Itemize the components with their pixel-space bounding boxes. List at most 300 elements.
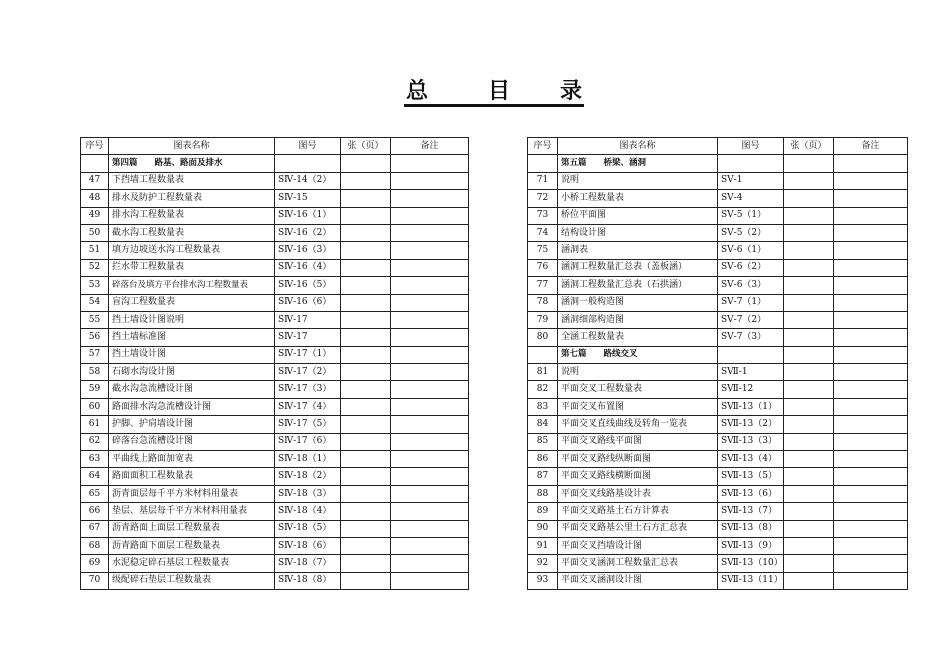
- row-code: SⅣ-18（3）: [275, 485, 341, 502]
- table-row: [81, 259, 469, 276]
- row-note: [391, 190, 469, 207]
- row-pages: [784, 398, 834, 415]
- row-number: 55: [81, 311, 109, 328]
- row-code: SⅦ-13（3）: [718, 433, 784, 450]
- row-number: 57: [81, 346, 109, 363]
- row-number: 67: [81, 520, 109, 537]
- table-row: [528, 172, 908, 189]
- row-code: SⅦ-13（10）: [718, 555, 784, 572]
- row-name: 说明: [558, 172, 718, 189]
- row-name: 盲沟工程数量表: [109, 294, 275, 311]
- row-code: SⅣ-17: [275, 329, 341, 346]
- row-code: SⅤ-6（2）: [718, 259, 784, 276]
- table-row: [528, 451, 908, 468]
- row-pages: [784, 555, 834, 572]
- row-code: SⅦ-13（5）: [718, 468, 784, 485]
- table-row: [528, 416, 908, 433]
- table-row: [528, 555, 908, 572]
- row-pages: [784, 451, 834, 468]
- table-row: [81, 416, 469, 433]
- section-row: [528, 155, 908, 172]
- row-name: 全涵工程数量表: [558, 329, 718, 346]
- row-code: SⅤ-6（1）: [718, 242, 784, 259]
- row-number: 69: [81, 555, 109, 572]
- row-name: 沥青路面下面层工程数量表: [109, 537, 275, 554]
- row-name: 平面交叉路基土石方计算表: [558, 503, 718, 520]
- table-row: [528, 364, 908, 381]
- row-code: SⅣ-16（1）: [275, 207, 341, 224]
- table-row: [81, 242, 469, 259]
- section-title: 第七篇 路线交叉: [558, 346, 718, 363]
- row-name: 平面交叉挡墙设计图: [558, 537, 718, 554]
- row-note: [391, 346, 469, 363]
- row-name: 涵洞工程数量汇总表（石拱涵）: [558, 277, 718, 294]
- row-code: SⅦ-13（4）: [718, 451, 784, 468]
- row-pages: [341, 190, 391, 207]
- row-name: 填方边坡送水沟工程数量表: [109, 242, 275, 259]
- header-pages: 张（页）: [784, 138, 834, 155]
- row-pages: [341, 311, 391, 328]
- table-row: [81, 485, 469, 502]
- row-number: 72: [528, 190, 558, 207]
- header-note: 备注: [834, 138, 908, 155]
- row-pages: [341, 485, 391, 502]
- row-code: SⅣ-18（2）: [275, 468, 341, 485]
- row-number: 70: [81, 572, 109, 589]
- row-number: 58: [81, 364, 109, 381]
- row-note: [391, 294, 469, 311]
- row-code: SⅦ-13（2）: [718, 416, 784, 433]
- table-row: [81, 537, 469, 554]
- row-code: SⅣ-17（1）: [275, 346, 341, 363]
- row-pages: [341, 259, 391, 276]
- row-name: 平曲线上路面加宽表: [109, 451, 275, 468]
- row-code: [718, 155, 784, 172]
- section-seq-cell: [81, 155, 109, 172]
- page-title: [380, 74, 620, 108]
- row-name: 沥青路面上面层工程数量表: [109, 520, 275, 537]
- row-name: 拦水带工程数量表: [109, 259, 275, 276]
- table-row: [528, 381, 908, 398]
- row-note: [391, 277, 469, 294]
- row-code: SⅣ-17（2）: [275, 364, 341, 381]
- row-number: 89: [528, 503, 558, 520]
- row-note: [834, 277, 908, 294]
- section-row: [528, 346, 908, 363]
- table-row: [528, 468, 908, 485]
- row-code: SⅣ-16（6）: [275, 294, 341, 311]
- row-name: 护脚、护肩墙设计图: [109, 416, 275, 433]
- row-name: 平面交叉路线平面图: [558, 433, 718, 450]
- row-number: 54: [81, 294, 109, 311]
- row-name: 垫层、基层每千平方米材料用量表: [109, 503, 275, 520]
- row-number: 76: [528, 259, 558, 276]
- row-number: 81: [528, 364, 558, 381]
- row-number: 48: [81, 190, 109, 207]
- row-note: [834, 329, 908, 346]
- row-number: 68: [81, 537, 109, 554]
- row-number: 79: [528, 311, 558, 328]
- row-name: 路面面积工程数量表: [109, 468, 275, 485]
- row-name: 平面交叉线路基设计表: [558, 485, 718, 502]
- row-name: 截水沟工程数量表: [109, 224, 275, 241]
- row-note: [391, 537, 469, 554]
- row-pages: [784, 537, 834, 554]
- row-note: [391, 416, 469, 433]
- row-note: [834, 537, 908, 554]
- header-pages: 张（页）: [341, 138, 391, 155]
- row-pages: [341, 503, 391, 520]
- row-number: 83: [528, 398, 558, 415]
- row-name: 平面交叉布置图: [558, 398, 718, 415]
- row-number: 90: [528, 520, 558, 537]
- row-code: [718, 346, 784, 363]
- row-pages: [341, 207, 391, 224]
- table-row: [81, 311, 469, 328]
- table-row: [81, 572, 469, 589]
- row-code: SⅣ-16（5）: [275, 277, 341, 294]
- row-pages: [341, 172, 391, 189]
- table-row: [81, 329, 469, 346]
- row-name: 碎落台急流槽设计图: [109, 433, 275, 450]
- row-pages: [784, 433, 834, 450]
- row-note: [834, 346, 908, 363]
- row-code: SⅣ-17: [275, 311, 341, 328]
- row-note: [834, 190, 908, 207]
- row-number: 80: [528, 329, 558, 346]
- row-code: SⅣ-18（5）: [275, 520, 341, 537]
- row-pages: [784, 485, 834, 502]
- row-number: 61: [81, 416, 109, 433]
- row-code: SⅤ-5（1）: [718, 207, 784, 224]
- row-note: [834, 503, 908, 520]
- row-number: 47: [81, 172, 109, 189]
- row-name: 桥位平面图: [558, 207, 718, 224]
- row-code: SⅤ-7（3）: [718, 329, 784, 346]
- row-code: SⅣ-16（3）: [275, 242, 341, 259]
- row-pages: [341, 242, 391, 259]
- row-name: 挡土墙设计图: [109, 346, 275, 363]
- row-name: 小桥工程数量表: [558, 190, 718, 207]
- row-name: 平面交叉路线纵断面图: [558, 451, 718, 468]
- row-pages: [341, 277, 391, 294]
- row-name: 平面交叉涵洞设计图: [558, 572, 718, 589]
- table-row: [528, 485, 908, 502]
- row-code: SⅦ-13（9）: [718, 537, 784, 554]
- row-name: 挡土墙标准图: [109, 329, 275, 346]
- row-number: 52: [81, 259, 109, 276]
- row-code: SⅤ-7（2）: [718, 311, 784, 328]
- section-title: 第五篇 桥梁、涵洞: [558, 155, 718, 172]
- row-pages: [341, 416, 391, 433]
- section-seq-cell: [528, 346, 558, 363]
- row-note: [391, 311, 469, 328]
- row-note: [834, 364, 908, 381]
- row-pages: [784, 277, 834, 294]
- row-name: 挡土墙设计图说明: [109, 311, 275, 328]
- row-pages: [784, 155, 834, 172]
- row-code: SⅦ-13（7）: [718, 503, 784, 520]
- row-code: SⅦ-13（6）: [718, 485, 784, 502]
- row-pages: [341, 224, 391, 241]
- row-code: SⅣ-18（7）: [275, 555, 341, 572]
- title-char-2: 目: [488, 79, 511, 104]
- table-row: [81, 346, 469, 363]
- row-code: SⅤ-7（1）: [718, 294, 784, 311]
- table-row: [81, 364, 469, 381]
- table-row: [528, 277, 908, 294]
- row-name: 石砌水沟设计图: [109, 364, 275, 381]
- table-row: [81, 451, 469, 468]
- row-pages: [341, 398, 391, 415]
- row-name: 碎落台及填方平台排水沟工程数量表: [109, 277, 275, 294]
- row-pages: [341, 364, 391, 381]
- row-note: [391, 485, 469, 502]
- row-code: SⅣ-16（4）: [275, 259, 341, 276]
- row-name: 说明: [558, 364, 718, 381]
- header-seq: 序号: [528, 138, 558, 155]
- row-note: [834, 224, 908, 241]
- table-row: [528, 242, 908, 259]
- row-name: 平面交叉直线曲线及转角一览表: [558, 416, 718, 433]
- row-code: SⅦ-13（11）: [718, 572, 784, 589]
- row-pages: [784, 224, 834, 241]
- row-name: 排水及防护工程数量表: [109, 190, 275, 207]
- table-row: [81, 224, 469, 241]
- row-number: 62: [81, 433, 109, 450]
- row-pages: [784, 364, 834, 381]
- table-row: [81, 190, 469, 207]
- index-table-right: [527, 137, 908, 590]
- row-note: [834, 294, 908, 311]
- table-row: [81, 277, 469, 294]
- row-note: [391, 259, 469, 276]
- header-code: 图号: [718, 138, 784, 155]
- index-table-left: [80, 137, 469, 590]
- row-number: 75: [528, 242, 558, 259]
- row-number: 53: [81, 277, 109, 294]
- row-code: SⅣ-18（6）: [275, 537, 341, 554]
- row-number: 88: [528, 485, 558, 502]
- row-pages: [341, 468, 391, 485]
- table-row: [528, 503, 908, 520]
- row-note: [834, 398, 908, 415]
- row-note: [391, 172, 469, 189]
- row-note: [391, 207, 469, 224]
- row-pages: [341, 537, 391, 554]
- row-note: [834, 416, 908, 433]
- row-note: [391, 329, 469, 346]
- row-note: [391, 155, 469, 172]
- row-code: SⅣ-17（5）: [275, 416, 341, 433]
- row-pages: [341, 329, 391, 346]
- row-name: 涵洞表: [558, 242, 718, 259]
- row-name: 排水沟工程数量表: [109, 207, 275, 224]
- row-note: [391, 242, 469, 259]
- row-name: 平面交叉涵洞工程数量汇总表: [558, 555, 718, 572]
- row-pages: [784, 242, 834, 259]
- section-title: 第四篇 路基、路面及排水: [109, 155, 275, 172]
- row-pages: [784, 503, 834, 520]
- table-row: [528, 190, 908, 207]
- header-row: [528, 138, 908, 155]
- table-row: [81, 207, 469, 224]
- row-code: SⅦ-13（1）: [718, 398, 784, 415]
- title-char-3: 录: [560, 79, 583, 104]
- row-name: 平面交叉路线横断面图: [558, 468, 718, 485]
- row-number: 64: [81, 468, 109, 485]
- row-number: 85: [528, 433, 558, 450]
- row-number: 50: [81, 224, 109, 241]
- row-code: SⅣ-17（3）: [275, 381, 341, 398]
- row-pages: [341, 294, 391, 311]
- row-pages: [341, 155, 391, 172]
- row-number: 84: [528, 416, 558, 433]
- table-row: [81, 555, 469, 572]
- row-name: 涵洞一般构造图: [558, 294, 718, 311]
- row-number: 78: [528, 294, 558, 311]
- row-code: SⅦ-1: [718, 364, 784, 381]
- row-number: 87: [528, 468, 558, 485]
- table-row: [528, 259, 908, 276]
- row-number: 60: [81, 398, 109, 415]
- row-pages: [784, 259, 834, 276]
- row-code: SⅣ-17（6）: [275, 433, 341, 450]
- row-code: SⅣ-18（1）: [275, 451, 341, 468]
- header-seq: 序号: [81, 138, 109, 155]
- row-note: [391, 224, 469, 241]
- header-name: 图表名称: [558, 138, 718, 155]
- section-row: [81, 155, 469, 172]
- row-number: 63: [81, 451, 109, 468]
- row-pages: [341, 555, 391, 572]
- row-code: SⅣ-14（2）: [275, 172, 341, 189]
- row-number: 56: [81, 329, 109, 346]
- row-note: [391, 503, 469, 520]
- header-code: 图号: [275, 138, 341, 155]
- header-row: [81, 138, 469, 155]
- row-name: 平面交叉路基公里土石方汇总表: [558, 520, 718, 537]
- row-note: [391, 381, 469, 398]
- row-number: 92: [528, 555, 558, 572]
- row-code: SⅤ-1: [718, 172, 784, 189]
- table-row: [528, 329, 908, 346]
- row-note: [834, 155, 908, 172]
- row-pages: [341, 572, 391, 589]
- table-row: [528, 537, 908, 554]
- row-note: [834, 207, 908, 224]
- row-name: 截水沟急流槽设计图: [109, 381, 275, 398]
- row-note: [834, 520, 908, 537]
- row-name: 路面排水沟急流槽设计图: [109, 398, 275, 415]
- row-pages: [784, 294, 834, 311]
- header-note: 备注: [391, 138, 469, 155]
- row-code: SⅣ-16（2）: [275, 224, 341, 241]
- table-row: [81, 172, 469, 189]
- row-note: [391, 468, 469, 485]
- row-note: [834, 555, 908, 572]
- row-pages: [341, 451, 391, 468]
- row-note: [834, 259, 908, 276]
- row-note: [391, 364, 469, 381]
- table-row: [81, 398, 469, 415]
- row-note: [391, 520, 469, 537]
- row-code: SⅣ-15: [275, 190, 341, 207]
- row-code: SⅤ-5（2）: [718, 224, 784, 241]
- row-pages: [341, 381, 391, 398]
- row-name: 涵洞工程数量汇总表（盖板涵）: [558, 259, 718, 276]
- row-note: [834, 381, 908, 398]
- row-code: [275, 155, 341, 172]
- row-pages: [784, 207, 834, 224]
- row-name: 沥青面层每千平方米材料用量表: [109, 485, 275, 502]
- row-name: 级配碎石垫层工程数量表: [109, 572, 275, 589]
- title-underline: [404, 104, 584, 107]
- row-number: 71: [528, 172, 558, 189]
- row-name: 水泥稳定碎石基层工程数量表: [109, 555, 275, 572]
- row-note: [391, 398, 469, 415]
- row-code: SⅦ-12: [718, 381, 784, 398]
- row-number: 93: [528, 572, 558, 589]
- row-code: SⅤ-6（3）: [718, 277, 784, 294]
- row-number: 74: [528, 224, 558, 241]
- row-note: [834, 242, 908, 259]
- row-number: 51: [81, 242, 109, 259]
- row-note: [834, 572, 908, 589]
- row-number: 49: [81, 207, 109, 224]
- row-number: 91: [528, 537, 558, 554]
- row-name: 涵洞细部构造图: [558, 311, 718, 328]
- row-pages: [341, 433, 391, 450]
- row-note: [834, 311, 908, 328]
- row-pages: [784, 311, 834, 328]
- row-number: 66: [81, 503, 109, 520]
- row-note: [391, 555, 469, 572]
- row-name: 结构设计图: [558, 224, 718, 241]
- table-row: [81, 503, 469, 520]
- row-pages: [784, 468, 834, 485]
- title-char-1: 总: [406, 79, 429, 104]
- table-row: [81, 294, 469, 311]
- row-pages: [784, 346, 834, 363]
- row-note: [834, 485, 908, 502]
- row-number: 82: [528, 381, 558, 398]
- row-note: [391, 451, 469, 468]
- row-number: 59: [81, 381, 109, 398]
- section-seq-cell: [528, 155, 558, 172]
- table-row: [528, 520, 908, 537]
- table-row: [528, 224, 908, 241]
- row-code: SⅣ-18（4）: [275, 503, 341, 520]
- row-note: [834, 468, 908, 485]
- row-pages: [784, 172, 834, 189]
- table-row: [81, 381, 469, 398]
- row-pages: [341, 346, 391, 363]
- table-row: [528, 572, 908, 589]
- row-name: 下挡墙工程数量表: [109, 172, 275, 189]
- row-code: SⅣ-18（8）: [275, 572, 341, 589]
- row-number: 65: [81, 485, 109, 502]
- table-row: [81, 433, 469, 450]
- row-number: 86: [528, 451, 558, 468]
- row-pages: [784, 416, 834, 433]
- row-pages: [341, 520, 391, 537]
- row-note: [391, 433, 469, 450]
- row-note: [834, 172, 908, 189]
- row-pages: [784, 572, 834, 589]
- row-number: 73: [528, 207, 558, 224]
- row-pages: [784, 520, 834, 537]
